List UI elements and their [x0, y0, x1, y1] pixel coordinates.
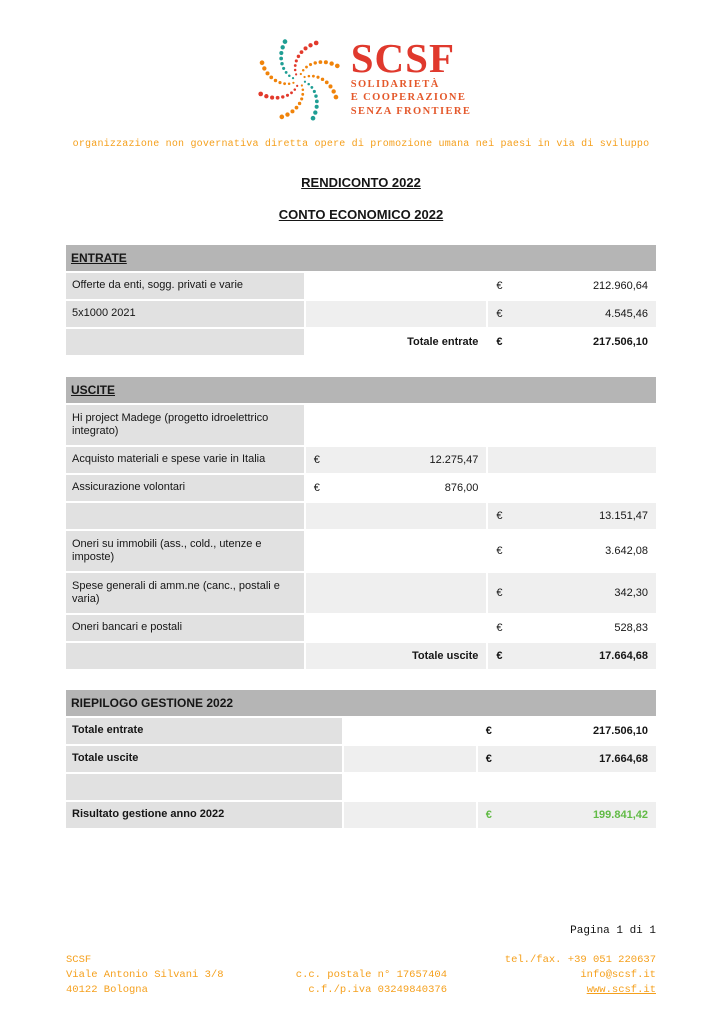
uscite-header-row [66, 377, 656, 403]
currency-symbol: € [485, 809, 492, 821]
section-header: ENTRATE [66, 245, 656, 271]
brand-text [350, 34, 472, 119]
document-title: RENDICONTO 2022 [301, 175, 421, 190]
footer-address-block [66, 953, 224, 998]
amount: 199.841,42 [592, 809, 648, 821]
row-label: Offerte da enti, sogg. privati e varie [66, 273, 304, 299]
table-row [66, 774, 656, 800]
brand-subtitle-line: SOLIDARIETÀ [350, 78, 440, 90]
table-row [66, 615, 656, 641]
amount: 17.664,68 [599, 753, 648, 765]
table-row [66, 503, 656, 529]
footer-city: 40122 Bologna [66, 984, 148, 996]
logo-block [0, 0, 722, 126]
amount: 217.506,10 [592, 725, 648, 737]
scsf-logo-spiral-icon [251, 30, 347, 126]
currency-symbol: € [496, 510, 503, 522]
footer-postal-account: c.c. postale n° 17657404 [295, 969, 447, 981]
currency-symbol: € [313, 482, 320, 494]
currency-symbol: € [313, 454, 320, 466]
table-row [66, 746, 656, 772]
table-row [66, 273, 656, 299]
brand-subtitle-line: SENZA FRONTIERE [350, 105, 472, 117]
row-label: Oneri su immobili (ass., cold., utenze e imposte) [66, 531, 304, 571]
footer [66, 953, 656, 998]
currency-symbol: € [496, 336, 503, 348]
row-label: Spese generali di amm.ne (canc., postali e varia) [66, 573, 304, 613]
uscite-table [64, 375, 658, 671]
table-row [66, 405, 656, 445]
amount: 212.960,64 [592, 280, 648, 292]
footer-org-name: SCSF [66, 954, 92, 966]
amount: 342,30 [614, 587, 648, 599]
amount: 217.506,10 [592, 336, 648, 348]
amount: 876,00 [444, 482, 479, 494]
footer-website-link[interactable]: www.scsf.it [586, 984, 656, 996]
footer-street: Viale Antonio Silvani 3/8 [66, 969, 224, 981]
total-row [66, 643, 656, 669]
row-label: Acquisto materiali e spese varie in Italia [66, 447, 304, 473]
amount: 4.545,46 [605, 308, 648, 320]
brand-name: SCSF [350, 34, 456, 81]
amount: 3.642,08 [605, 545, 648, 557]
row-label: Totale uscite [66, 746, 342, 772]
org-tagline: organizzazione non governativa diretta opere di promozione umana nei paesi in via di sviluppo [72, 139, 650, 150]
row-label: Totale entrate [66, 718, 342, 744]
currency-symbol: € [496, 308, 503, 320]
currency-symbol: € [496, 587, 503, 599]
row-label: Assicurazione volontari [66, 475, 304, 501]
row-label: Hi project Madege (progetto idroelettrico integrato) [66, 405, 304, 445]
currency-symbol: € [496, 622, 503, 634]
page-indicator: Pagina 1 di 1 [570, 925, 656, 937]
amount: 12.275,47 [429, 454, 479, 466]
row-label: Oneri bancari e postali [66, 615, 304, 641]
amount: 528,83 [614, 622, 648, 634]
result-row [66, 802, 656, 828]
row-label: Risultato gestione anno 2022 [66, 802, 342, 828]
table-row [66, 531, 656, 571]
amount: 17.664,68 [599, 650, 648, 662]
currency-symbol: € [485, 725, 492, 737]
riepilogo-header-row [66, 690, 656, 716]
table-row [66, 475, 656, 501]
section-header: USCITE [66, 377, 656, 403]
entrate-header-row [66, 245, 656, 271]
footer-vat-number: c.f./p.iva 03249840376 [308, 984, 447, 996]
document-subtitle: CONTO ECONOMICO 2022 [278, 207, 444, 222]
total-label: Totale uscite [306, 643, 487, 669]
footer-contact-block [447, 953, 656, 998]
currency-symbol: € [496, 280, 503, 292]
total-label: Totale entrate [306, 329, 487, 355]
row-label: 5x1000 2021 [66, 301, 304, 327]
footer-email: info@scsf.it [580, 969, 656, 981]
table-row [66, 301, 656, 327]
section-header: RIEPILOGO GESTIONE 2022 [66, 690, 656, 716]
brand-subtitle-line: E COOPERAZIONE [350, 92, 467, 104]
currency-symbol: € [496, 545, 503, 557]
table-row [66, 573, 656, 613]
amount: 13.151,47 [599, 510, 648, 522]
currency-symbol: € [496, 650, 503, 662]
entrate-table [64, 243, 658, 357]
total-row [66, 329, 656, 355]
riepilogo-table [64, 688, 658, 830]
footer-fiscal-block [224, 953, 447, 998]
table-row [66, 447, 656, 473]
table-row [66, 718, 656, 744]
currency-symbol: € [485, 753, 492, 765]
footer-phone: tel./fax. +39 051 220637 [504, 954, 656, 966]
